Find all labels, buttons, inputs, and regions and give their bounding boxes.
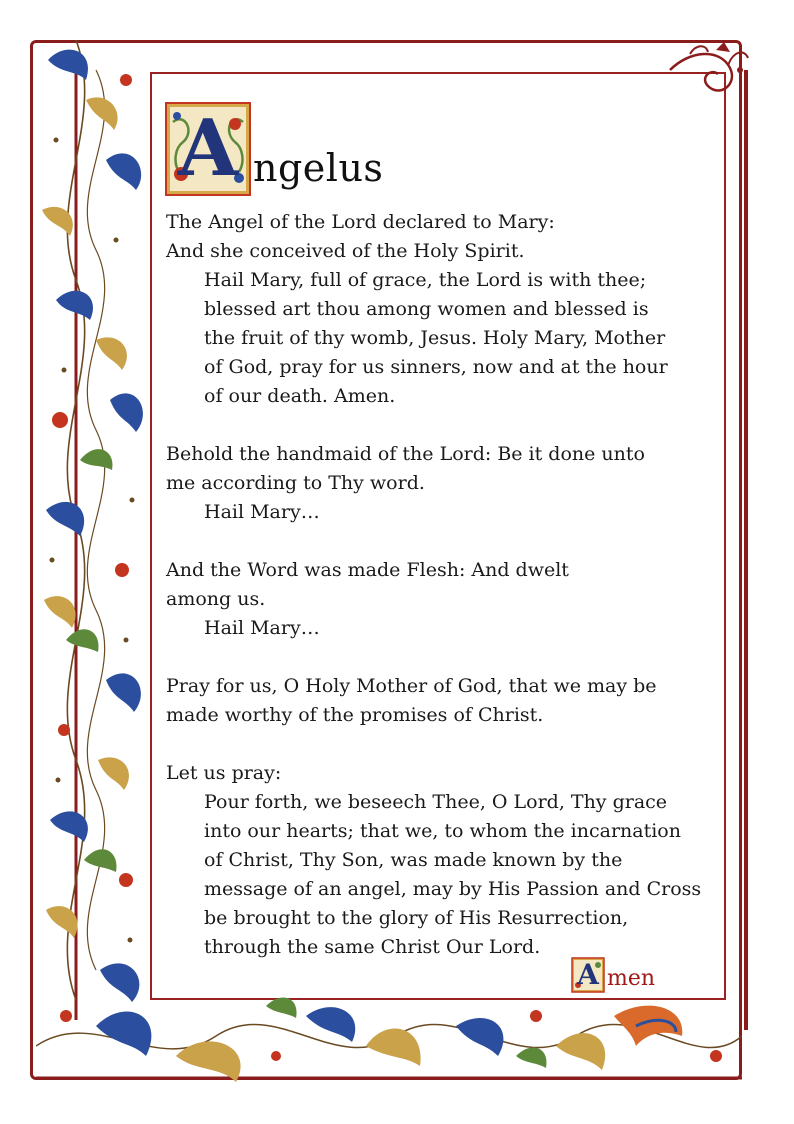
text-line: Behold the handmaid of the Lord: Be it done unto — [166, 443, 645, 465]
text-line-indented: blessed art thou among women and blessed is — [204, 298, 649, 320]
amen-initial — [571, 957, 605, 993]
text-line-indented: the fruit of thy womb, Jesus. Holy Mary, Mother — [204, 327, 666, 349]
corner-flourish-icon — [660, 40, 752, 122]
illuminated-left-border — [36, 40, 154, 1040]
text-line-indented: Hail Mary, full of grace, the Lord is with thee; — [204, 269, 647, 291]
title-initial: A — [177, 103, 239, 194]
text-line-indented: into our hearts; that we, to whom the incarnation — [204, 820, 681, 842]
text-line: And she conceived of the Holy Spirit. — [166, 240, 525, 262]
text-line: among us. — [166, 588, 266, 610]
text-line: Let us pray: — [166, 762, 282, 784]
text-line: made worthy of the promises of Christ. — [166, 704, 544, 726]
amen-text: men — [607, 966, 656, 991]
illuminated-bottom-border — [36, 986, 742, 1096]
frame-right-rule — [744, 70, 748, 1030]
page-title — [165, 100, 383, 196]
text-line-indented: Hail Mary… — [204, 617, 320, 639]
text-line: Pray for us, O Holy Mother of God, that we may be — [166, 675, 657, 697]
text-line-indented: message of an angel, may by His Passion and Cross — [204, 878, 702, 900]
text-line-indented: of God, pray for us sinners, now and at the hour — [204, 356, 668, 378]
amen-initial-letter: A — [577, 958, 599, 991]
prayer-body — [166, 208, 726, 962]
text-line: me according to Thy word. — [166, 472, 425, 494]
title-text: ngelus — [253, 146, 384, 190]
text-line: And the Word was made Flesh: And dwelt — [166, 559, 569, 581]
illuminated-initial — [165, 102, 251, 196]
text-line-indented: of our death. Amen. — [204, 385, 396, 407]
text-line-indented: Hail Mary… — [204, 501, 320, 523]
text-line-indented: be brought to the glory of His Resurrection, — [204, 907, 629, 929]
amen-closing — [571, 957, 655, 993]
text-line-indented: through the same Christ Our Lord. — [204, 936, 541, 958]
text-line: The Angel of the Lord declared to Mary: — [166, 211, 555, 233]
text-line-indented: of Christ, Thy Son, was made known by the — [204, 849, 623, 871]
text-line-indented: Pour forth, we beseech Thee, O Lord, Thy grace — [204, 791, 668, 813]
